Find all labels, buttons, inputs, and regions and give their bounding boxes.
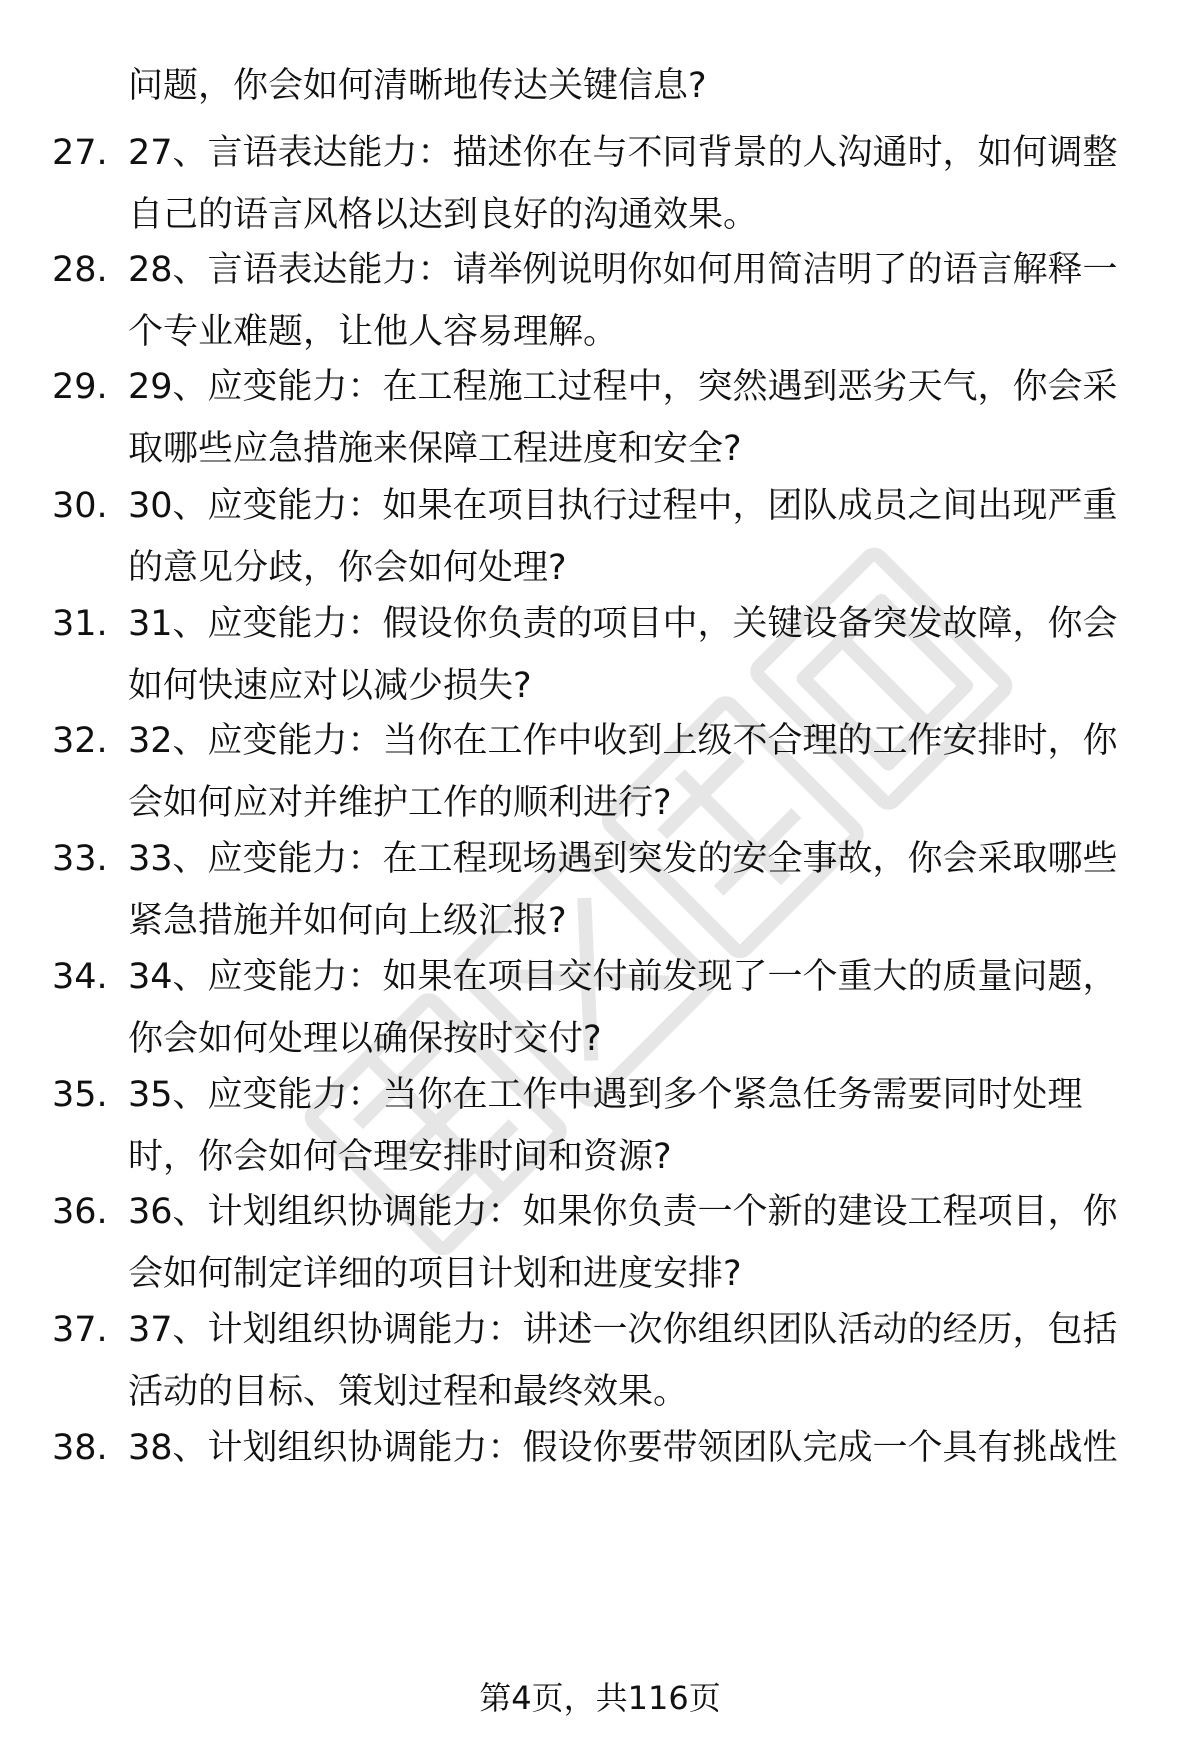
item-text-line: 活动的目标、策划过程和最终效果。 bbox=[128, 1372, 689, 1412]
item-number: 34. bbox=[52, 957, 108, 997]
continuation-line: 问题，你会如何清晰地传达关键信息? bbox=[128, 66, 707, 106]
list-item bbox=[0, 355, 1200, 485]
list-item bbox=[0, 827, 1200, 957]
item-text-line: 35、应变能力：当你在工作中遇到多个紧急任务需要同时处理 bbox=[128, 1075, 1083, 1115]
item-text-line: 28、言语表达能力：请举例说明你如何用简洁明了的语言解释一 bbox=[128, 250, 1118, 290]
list-item bbox=[0, 474, 1200, 604]
item-text-line: 如何快速应对以减少损失? bbox=[128, 666, 532, 706]
item-number: 29. bbox=[52, 367, 108, 407]
item-number: 32. bbox=[52, 721, 108, 761]
item-text-line: 36、计划组织协调能力：如果你负责一个新的建设工程项目，你 bbox=[128, 1192, 1118, 1232]
item-text-line: 31、应变能力：假设你负责的项目中，关键设备突发故障，你会 bbox=[128, 604, 1118, 644]
item-text-line: 37、计划组织协调能力：讲述一次你组织团队活动的经历，包括 bbox=[128, 1310, 1118, 1350]
item-text-line: 紧急措施并如何向上级汇报? bbox=[128, 901, 567, 941]
item-text-line: 27、言语表达能力：描述你在与不同背景的人沟通时，如何调整 bbox=[128, 133, 1118, 173]
item-number: 28. bbox=[52, 250, 108, 290]
list-item bbox=[0, 121, 1200, 251]
item-text-line: 时，你会如何合理安排时间和资源? bbox=[128, 1137, 672, 1177]
item-text-line: 30、应变能力：如果在项目执行过程中，团队成员之间出现严重 bbox=[128, 486, 1118, 526]
item-number: 38. bbox=[52, 1428, 108, 1468]
list-item bbox=[0, 945, 1200, 1075]
list-item bbox=[0, 238, 1200, 368]
item-text-line: 32、应变能力：当你在工作中收到上级不合理的工作安排时，你 bbox=[128, 721, 1118, 761]
item-text-line: 你会如何处理以确保按时交付? bbox=[128, 1019, 602, 1059]
item-text-line: 会如何制定详细的项目计划和进度安排? bbox=[128, 1254, 742, 1294]
item-number: 33. bbox=[52, 839, 108, 879]
item-number: 27. bbox=[52, 133, 108, 173]
list-item bbox=[0, 1298, 1200, 1428]
item-number: 35. bbox=[52, 1075, 108, 1115]
item-text-line: 38、计划组织协调能力：假设你要带领团队完成一个具有挑战性 bbox=[128, 1428, 1118, 1468]
item-number: 36. bbox=[52, 1192, 108, 1232]
item-text-line: 34、应变能力：如果在项目交付前发现了一个重大的质量问题， bbox=[128, 957, 1118, 997]
list-item bbox=[0, 1063, 1200, 1193]
page-footer: 第4页，共116页 bbox=[479, 1679, 721, 1717]
item-text-line: 的意见分歧，你会如何处理? bbox=[128, 548, 567, 588]
item-number: 30. bbox=[52, 486, 108, 526]
item-number: 31. bbox=[52, 604, 108, 644]
item-text-line: 自己的语言风格以达到良好的沟通效果。 bbox=[128, 195, 759, 235]
item-text-line: 29、应变能力：在工程施工过程中，突然遇到恶劣天气，你会采 bbox=[128, 367, 1118, 407]
list-item bbox=[0, 1180, 1200, 1310]
item-number: 37. bbox=[52, 1310, 108, 1350]
item-text-line: 取哪些应急措施来保障工程进度和安全? bbox=[128, 429, 742, 469]
item-text-line: 个专业难题，让他人容易理解。 bbox=[128, 312, 619, 352]
list-item bbox=[0, 592, 1200, 722]
list-item bbox=[0, 1416, 1200, 1546]
list-item bbox=[0, 709, 1200, 839]
item-text-line: 33、应变能力：在工程现场遇到突发的安全事故，你会采取哪些 bbox=[128, 839, 1118, 879]
item-text-line: 会如何应对并维护工作的顺利进行? bbox=[128, 783, 672, 823]
